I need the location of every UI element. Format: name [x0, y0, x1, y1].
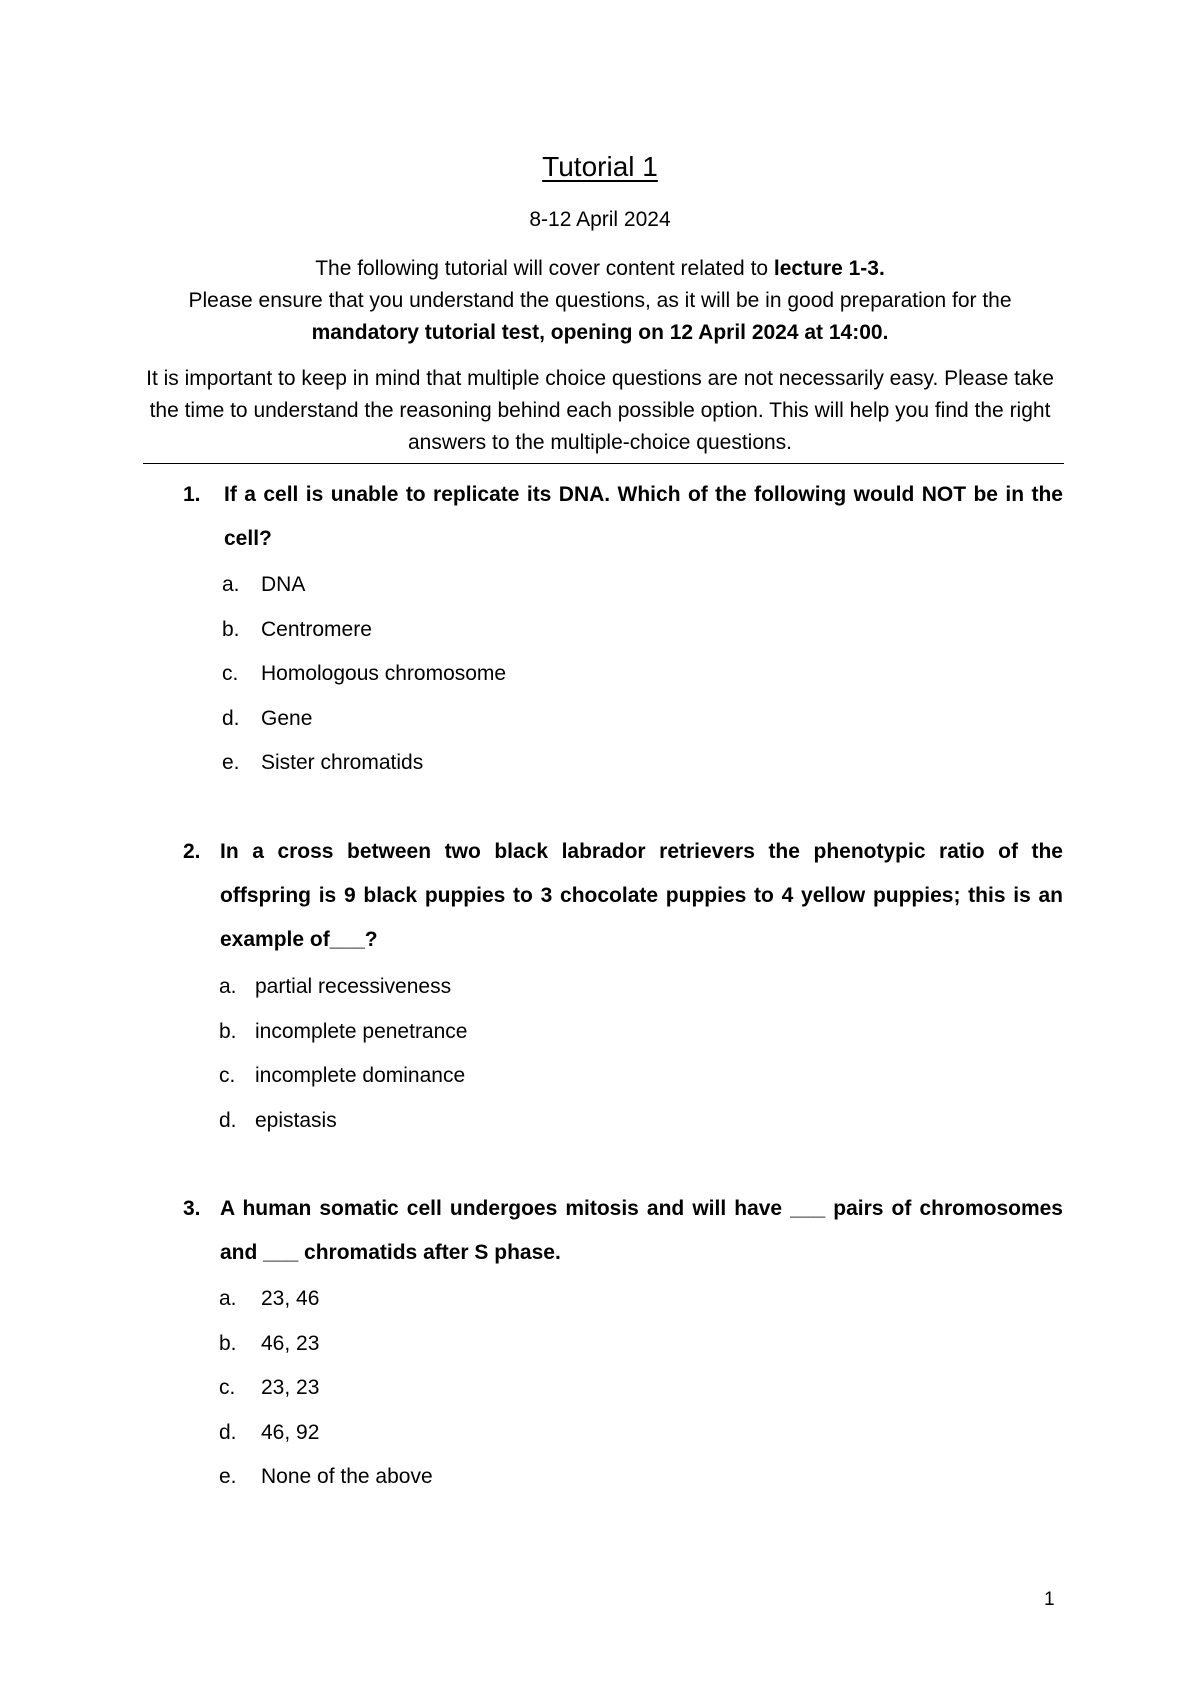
question-text: In a cross between two black labrador retrievers the phenotypic ratio of the offspring is 9 black puppies to 3 chocolate puppies to 4 yellow puppies; this is an example of___? [220, 840, 1063, 951]
intro-text [140, 253, 1060, 459]
option-text: 23, 23 [261, 1376, 320, 1399]
option-item [0, 1099, 1200, 1144]
option-list [0, 965, 1200, 1143]
tutorial-date: 8-12 April 2024 [529, 208, 671, 231]
intro-line-1 [140, 253, 1060, 285]
option-text: Centromere [261, 617, 372, 641]
option-letter: d. [222, 706, 240, 730]
option-item [0, 1010, 1200, 1055]
option-letter: d. [219, 1420, 237, 1444]
option-item [0, 652, 1200, 697]
option-text: incomplete penetrance [255, 1019, 468, 1043]
option-item [0, 965, 1200, 1010]
option-list [0, 563, 1200, 786]
option-text: Sister chromatids [261, 751, 424, 774]
option-letter: d. [219, 1108, 237, 1132]
option-item [0, 1411, 1200, 1456]
test-notice: mandatory tutorial test, opening on 12 April 2024 at 14:00. [311, 321, 889, 344]
option-letter: a. [222, 573, 240, 596]
option-text: Gene [261, 706, 313, 730]
option-letter: c. [219, 1376, 236, 1399]
option-letter: e. [219, 1465, 237, 1488]
option-item [0, 563, 1200, 608]
option-item [0, 1366, 1200, 1411]
option-text: 23, 46 [261, 1287, 320, 1310]
option-item [0, 1277, 1200, 1322]
page-title: Tutorial 1 [542, 151, 658, 182]
option-letter: b. [219, 1019, 237, 1043]
option-letter: a. [219, 1287, 237, 1310]
intro-line-2: Please ensure that you understand the questions, as it will be in good preparation for the [188, 289, 1012, 312]
option-text: incomplete dominance [255, 1064, 466, 1087]
lecture-range: lecture 1-3. [773, 257, 885, 280]
question-number: 3. [183, 1197, 201, 1220]
option-item [0, 608, 1200, 653]
intro-paragraph-2: It is important to keep in mind that multiple choice questions are not necessarily easy. Please take the time to understand the reasoning behind each possible option. This will help you find the right answers to the multiple-choice questions. [146, 367, 1054, 454]
option-letter: b. [222, 617, 240, 641]
option-text: epistasis [255, 1108, 337, 1132]
option-text: partial recessiveness [255, 975, 452, 998]
option-item [0, 697, 1200, 742]
option-letter: e. [222, 751, 240, 774]
option-letter: c. [219, 1064, 236, 1087]
question-number: 1. [183, 483, 201, 506]
option-item [0, 741, 1200, 786]
option-letter: a. [219, 975, 237, 998]
option-text: Homologous chromosome [261, 662, 507, 685]
intro-line-1-text: The following tutorial will cover content related to [315, 257, 774, 280]
option-text: DNA [261, 573, 306, 596]
option-text: 46, 92 [261, 1420, 320, 1444]
option-letter: c. [222, 662, 239, 685]
option-letter: b. [219, 1331, 237, 1355]
question-text: If a cell is unable to replicate its DNA. Which of the following would NOT be in the cell? [224, 483, 1063, 550]
question-number: 2. [183, 840, 201, 863]
option-text: 46, 23 [261, 1331, 320, 1355]
option-item [0, 1054, 1200, 1099]
page-number: 1 [1044, 1589, 1055, 1610]
horizontal-divider [143, 463, 1064, 464]
option-text: None of the above [261, 1465, 433, 1488]
option-list [0, 1277, 1200, 1500]
option-item [0, 1322, 1200, 1367]
question-text: A human somatic cell undergoes mitosis and will have ___ pairs of chromosomes and ___ chromatids after S phase. [220, 1197, 1063, 1264]
option-item [0, 1455, 1200, 1500]
